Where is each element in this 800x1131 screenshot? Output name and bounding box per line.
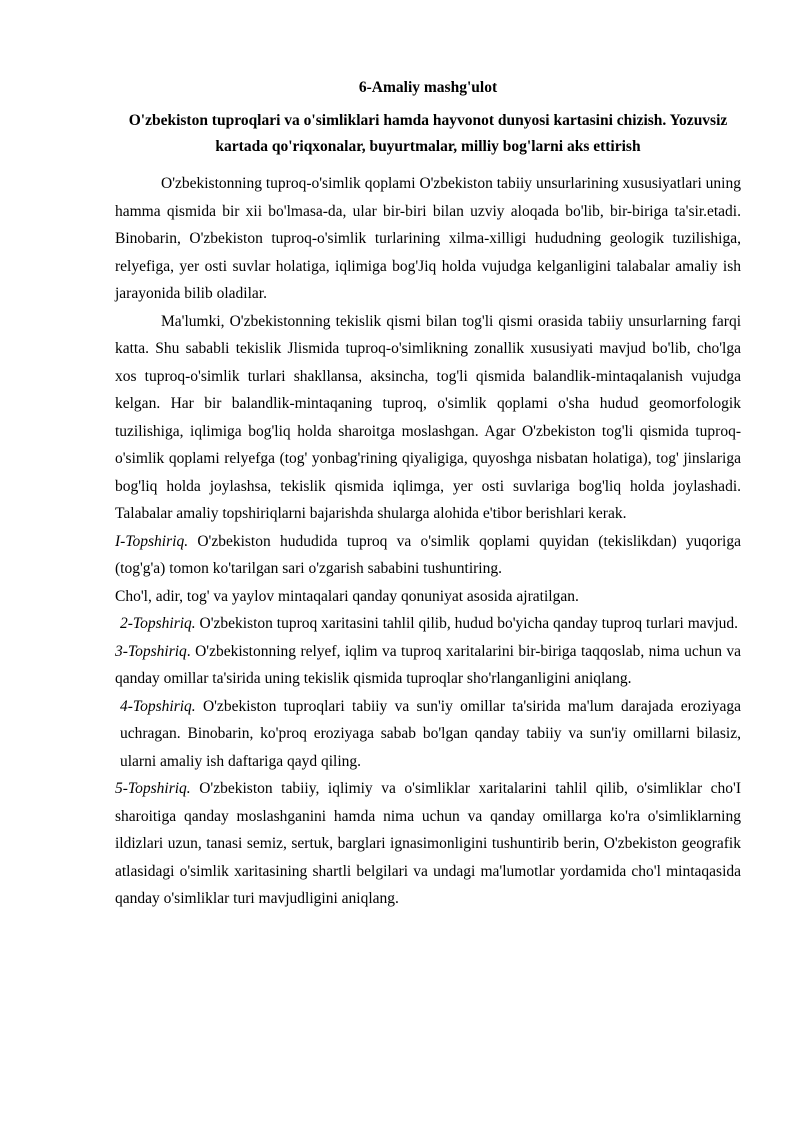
task-3 [115,638,741,693]
task-1-note [115,583,741,611]
task-text: O'zbekiston hududida tuproq va o'simlik qoplami quyidan (tekislikdan) yuqoriga (tog'g'a) tomon ko'tarilgan sari o'zgarish sababini tushuntiring. [115,532,741,577]
task-text: Cho'l, adir, tog' va yaylov mintaqalari qanday qonuniyat asosida ajratilgan. [115,587,579,605]
task-label: 3-Topshiriq [115,642,187,660]
body-paragraph: O'zbekistonning tuproq-o'simlik qoplami O'zbekiston tabiiy unsurlarining xususiyatlari uning hamma qismida bir xii bo'lmasa-da, ular bir-biri bilan uzviy aloqada bo'lib, bir-biriga ta'sir.etadi. Binobarin, O'zbekiston tuproq-o'simlik turlarining xilma-xilligi hududning geologik tuzilishiga, relyefiga, yer osti suvlar holatiga, iqlimiga bog'Jiq holda vujudga kelganligini talabalar amaliy ish jarayonida bilib oladilar. [115,175,741,302]
body-paragraph: Ma'lumki, O'zbekistonning tekislik qismi bilan tog'li qismi orasida tabiiy unsurlarning farqi katta. Shu sababli tekislik Jlismida tuproq-o'simlikning zonallik xususiyati mavjud bo'lib, cho'lga xos tuproq-o'simlik turlari shakllansa, aksincha, tog'li qismida balandlik-mintaqalanish vujudga kelgan. Har bir balandlik-mintaqaning tuproq, o'simlik qoplami o'sha hudud geomorfologik tuzilishiga, iqlimiga bog'liq holda sharoitga moslashgan. Agar O'zbekiston tog'li qismida tuproq-o'simlik qoplami relyefga (tog' yonbag'rining qiyaligiga, quyoshga nisbatan holatiga), tog' jinslariga bog'liq holda joylashsa, tekislik qismida iqlimga, yer osti suvlariga bog'liq holda joylashadi. Talabalar amaliy topshiriqlarni bajarishda shularga alohida e'tibor berishlari kerak. [115,312,741,522]
document-title: 6-Amaliy mashg'ulot [358,79,498,96]
task-text: . O'zbekistonning relyef, iqlim va tuproq xaritalarini bir-biriga taqqoslab, nima uchun va qanday omillar ta'sirida uning tekislik qismida tuproqlar sho'rlanganligini aniqlang. [115,642,741,687]
task-2 [115,610,741,638]
task-text: O'zbekiston tabiiy, iqlimiy va o'simliklar xaritalarini tahlil qilib, o'simliklar cho'I sharoitiga qanday moslashganini hamda nima uchun va qanday omillarga ko'ra o'simliklarning ildizlari uzun, tanasi semiz, sertuk, barglari ignasimonligini tushuntirib berin, O'zbekiston geografik atlasidagi o'simlik xaritasining shartli belgilari va undagi ma'lumotlar yordamida cho'l mintaqasida qanday o'simliklar turi mavjudligini aniqlang. [115,780,741,907]
task-text: O'zbekiston tuproq xaritasini tahlil qilib, hudud bo'yicha qanday tuproq turlari mavjud. [195,615,739,632]
task-text: O'zbekiston tuproqlari tabiiy va sun'iy omillar ta'sirida ma'lum darajada eroziyaga uchragan. Binobarin, ko'proq eroziyaga sabab bo'lgan qanday tabiiy va sun'iy omillarni bilasiz, ularni amaliy ish daftariga qayd qiling. [120,697,741,770]
task-4 [115,693,741,776]
task-label: 4-Topshiriq. [120,697,196,715]
document-page [115,76,741,913]
task-label: 5-Topshiriq. [115,780,191,797]
task-5 [115,775,741,913]
document-subtitle: O'zbekiston tuproqlari va o'simliklari hamda hayvonot dunyosi kartasini chizish. Yozuvsiz kartada qo'riqxonalar, buyurtmalar, milliy bog'larni aks ettirish [128,112,728,155]
task-1 [115,528,741,583]
task-label: I-Topshiriq. [115,532,189,550]
task-label: 2-Topshiriq. [120,615,196,632]
